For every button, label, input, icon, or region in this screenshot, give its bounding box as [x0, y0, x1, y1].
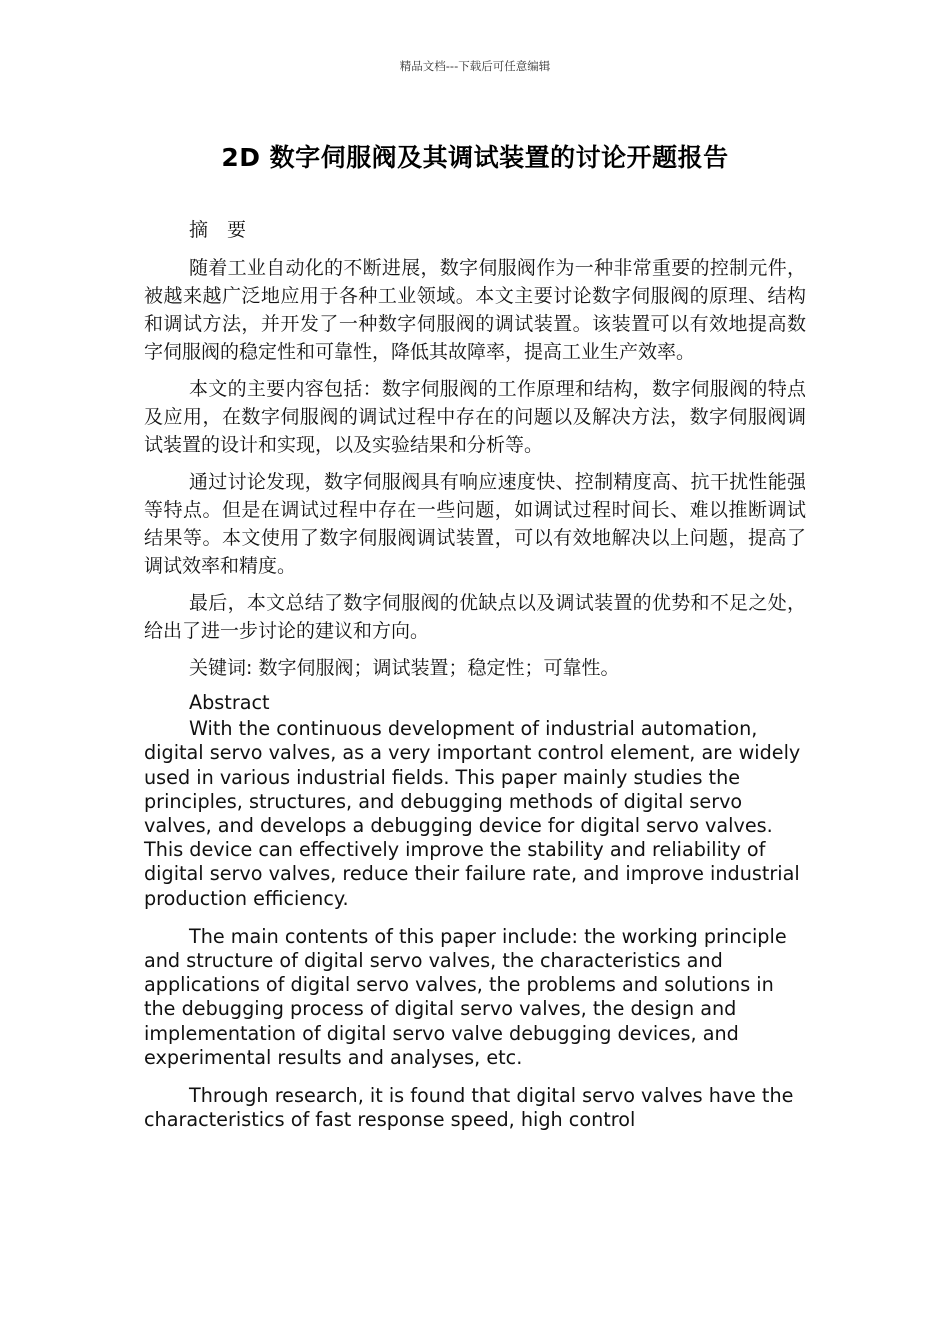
document-title: 2D 数字伺服阀及其调试装置的讨论开题报告 — [221, 143, 729, 172]
abstract-en-paragraph-3: Through research, it is found that digital servo valves have the characteristics of fast response speed, high control — [144, 1084, 794, 1132]
abstract-en-heading: Abstract — [189, 691, 270, 714]
abstract-zh-paragraph-1: 随着工业自动化的不断进展，数字伺服阀作为一种非常重要的控制元件，被越来越广泛地应用于各种工业领域。本文主要讨论数字伺服阀的原理、结构和调试方法，并开发了一种数字伺服阀的调试装置。该装置可以有效地提高数字伺服阀的稳定性和可靠性，降低其故障率，提高工业生产效率。 — [144, 257, 806, 363]
abstract-en-paragraph-1: With the continuous development of industrial automation, digital servo valves, as a very important control element, are widely used in various industrial fields. This paper mainly studies the principles, structures, and debugging methods of digital servo valves, and develops a debugging device for digital servo valves. This device can effectively improve the stability and reliability of digital servo valves, reduce their failure rate, and improve industrial production efficiency. — [144, 717, 801, 910]
abstract-zh-paragraph-2: 本文的主要内容包括：数字伺服阀的工作原理和结构，数字伺服阀的特点及应用，在数字伺服阀的调试过程中存在的问题以及解决方法，数字伺服阀调试装置的设计和实现，以及实验结果和分析等。 — [144, 378, 806, 456]
abstract-zh-heading: 摘 要 — [189, 219, 247, 241]
keywords-zh: 关键词: 数字伺服阀；调试装置；稳定性；可靠性。 — [189, 657, 620, 679]
header-note: 精品文档---下载后可任意编辑 — [399, 59, 551, 73]
abstract-zh-paragraph-4: 最后，本文总结了数字伺服阀的优缺点以及调试装置的优势和不足之处，给出了进一步讨论的建议和方向。 — [144, 592, 806, 642]
document-body — [144, 216, 806, 1146]
abstract-en-paragraph-2: The main contents of this paper include: the working principle and structure of digital servo valves, the characteristics and applications of digital servo valves, the problems and solutions in the debugging process of digital servo valves, the design and implementation of digital servo valve debugging devices, and experimental results and analyses, etc. — [144, 924, 787, 1069]
abstract-zh-paragraph-3: 通过讨论发现，数字伺服阀具有响应速度快、控制精度高、抗干扰性能强等特点。但是在调试过程中存在一些问题，如调试过程时间长、难以推断调试结果等。本文使用了数字伺服阀调试装置，可以有效地解决以上问题，提高了调试效率和精度。 — [144, 471, 806, 577]
